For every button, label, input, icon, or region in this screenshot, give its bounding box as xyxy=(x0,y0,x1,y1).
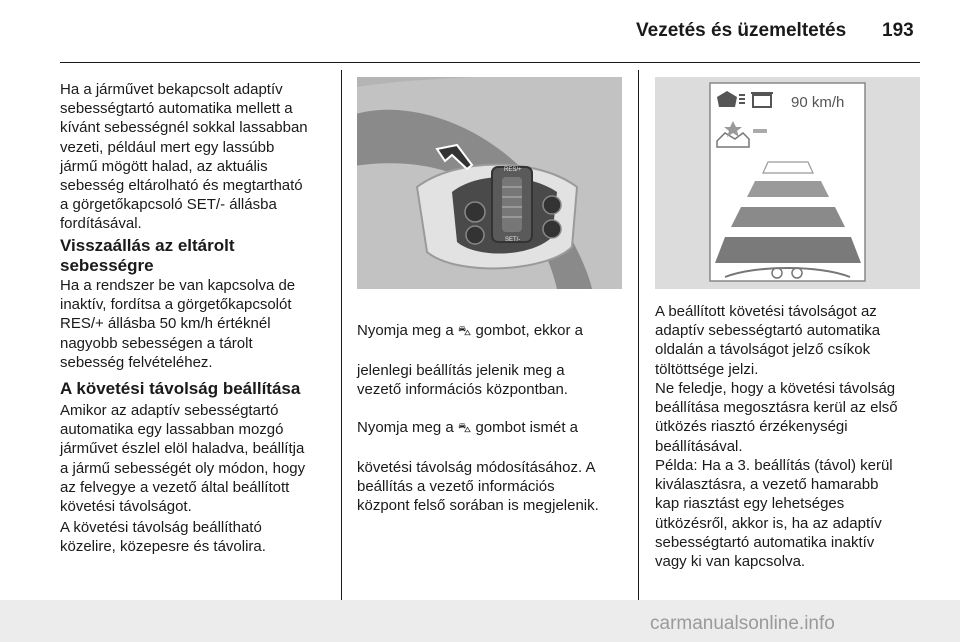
paragraph: Ha a rendszer be van kapcsolva de inaktív, fordítsa a görgetőkapcsolót RES/+ állásba 50 km/h értéknél nagyobb sebességen a tárolt sebesség felvételéhez. xyxy=(60,277,296,371)
text-run: követési távolság módosításához. A beállítás a vezető információs központ felső sorában is megjelenik. xyxy=(357,458,599,515)
wheel-label-res: RES/+ xyxy=(504,167,522,173)
steering-wheel-illustration xyxy=(357,77,622,289)
text-run: Nyomja meg a xyxy=(357,419,458,437)
paragraph: A beállított követési távolságot az adaptív sebességtartó automatika oldalán a távolságot jelző csíkok töltöttsége jelzi. xyxy=(655,303,881,378)
follow-distance-button-icon: ⛍ xyxy=(457,324,472,340)
paragraph xyxy=(357,302,599,515)
text-run: Nyomja meg a xyxy=(357,322,458,340)
section-heading: A követési távolság beállítása xyxy=(60,379,301,398)
paragraph: Ne feledje, hogy a követési távolság beállítása megosztásra kerül az első ütközés riasztó érzékenységi beállításával. xyxy=(655,380,898,455)
wheel-label-set: SET/- xyxy=(505,237,521,243)
driver-info-display-illustration xyxy=(655,77,920,289)
page-header-title: Vezetés és üzemeltetés xyxy=(636,20,847,41)
page-number: 193 xyxy=(882,20,914,41)
paragraph: Amikor az adaptív sebességtartó automatika egy lassabban mozgó járművet észlel elöl haladva, beállítja a jármű sebességét oly módon, hogy az felvegye a vezető által beállított követési távolságot. xyxy=(60,402,306,516)
text-run: gombot ismét a xyxy=(471,419,578,437)
paragraph: Példa: Ha a 3. beállítás (távol) kerül kiválasztásra, a vezető hamarabb kap riasztást egy lehetséges ütközésről, akkor is, ha az adaptív sebességtartó automatika inaktív vagy ki van kapcsolva. xyxy=(655,457,893,571)
text-run: jelenlegi beállítás jelenik meg a vezető információs központban. xyxy=(357,361,568,398)
paragraph: Ha a járművet bekapcsolt adaptív sebességtartó automatika mellett a kívánt sebességnél sokkal lassabban vezeti, például mert egy lassúbb jármű mögött halad, az aktuális sebesség eltárolható és megtartható a görgetőkapcsoló SET/- állásba fordításával. xyxy=(60,81,308,233)
header-rule xyxy=(60,62,920,63)
column-divider xyxy=(341,70,342,610)
display-speed-readout: 90 km/h xyxy=(791,94,845,111)
section-heading: Visszaállás az eltárolt sebességre xyxy=(60,236,235,275)
paragraph: A követési távolság beállítható közelire, közepesre és távolira. xyxy=(60,519,266,556)
steering-wheel-drawing xyxy=(357,77,622,289)
text-run: gombot, ekkor a xyxy=(471,322,584,340)
watermark: carmanualsonline.info xyxy=(650,613,835,634)
column-divider xyxy=(638,70,639,610)
display-drawing xyxy=(655,77,920,289)
follow-distance-button-icon: ⛍ xyxy=(457,421,472,437)
